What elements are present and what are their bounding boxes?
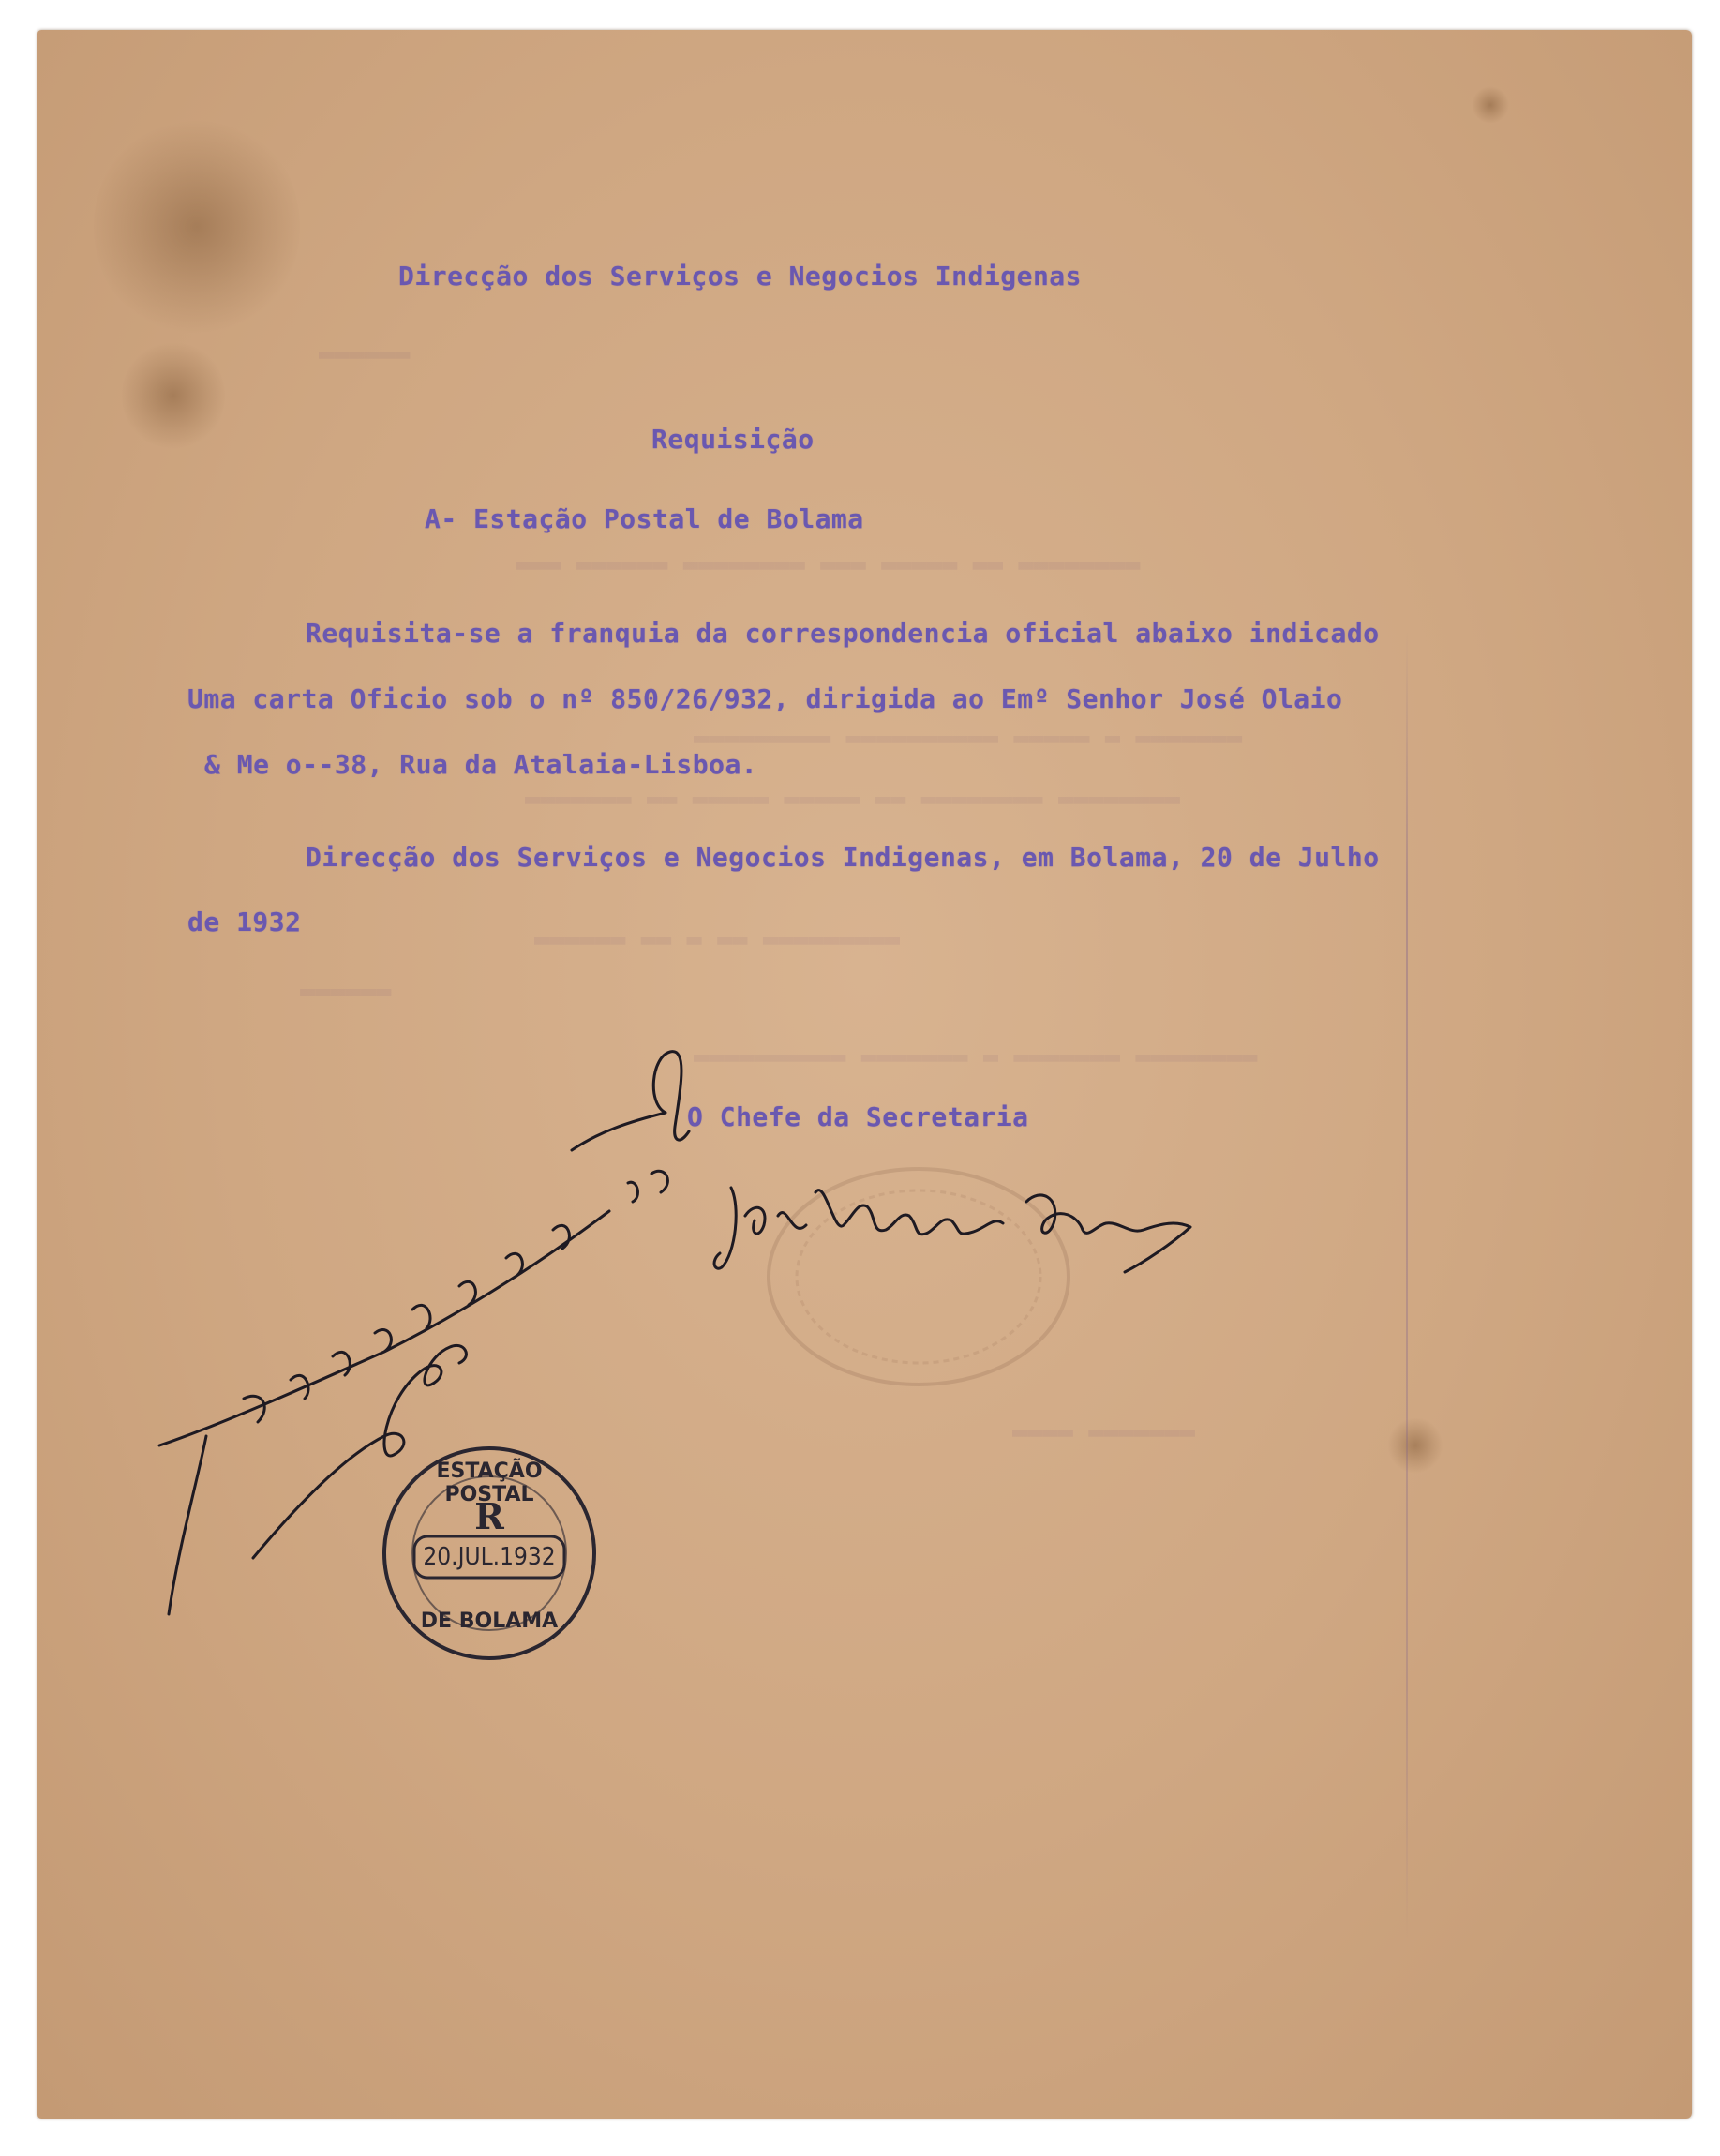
document-title: Requisição <box>651 424 815 455</box>
postmark-letter: R <box>474 1495 504 1537</box>
postmark-date: 20.JUL.1932 <box>423 1543 556 1571</box>
bleed-through-text: ▬▬▬▬▬▬▬▬▬▬ ▬▬▬▬▬▬▬ ▬ ▬▬▬▬▬▬▬ ▬▬▬▬▬▬▬▬ <box>694 1042 1258 1071</box>
closing-line: Direcção dos Serviços e Negocios Indigenas, em Bolama, 20 de Julho <box>306 842 1380 873</box>
postmark-top-text: ESTAÇÃO POSTAL <box>436 1460 543 1506</box>
postmark <box>377 1441 602 1666</box>
paper-fold-line <box>1406 630 1408 1942</box>
bleed-through-text: ▬▬▬▬ ▬▬▬▬▬▬▬ <box>1012 1417 1196 1446</box>
bleed-through-text: ▬▬▬▬▬▬▬▬▬ ▬▬▬▬▬▬▬▬▬▬ ▬▬▬▬▬ ▬ ▬▬▬▬▬▬▬ <box>694 724 1243 753</box>
bleed-through-text: ▬▬▬▬▬▬▬ ▬▬ ▬▬▬▬▬ ▬▬▬▬▬ ▬▬ ▬▬▬▬▬▬▬▬ ▬▬▬▬▬▬▬▬ <box>525 785 1180 814</box>
bleed-through-text: ▬▬▬▬▬▬ <box>300 977 392 1006</box>
document-sheet <box>37 30 1692 2119</box>
paper-stain <box>94 114 300 339</box>
header-office-name: Direcção dos Serviços e Negocios Indigenas <box>398 261 1083 292</box>
postmark-bottom-text: DE BOLAMA <box>420 1610 559 1633</box>
addressee: A- Estação Postal de Bolama <box>425 503 864 534</box>
paper-stain <box>122 339 225 452</box>
bleed-through-text: ▬▬▬ ▬▬▬▬▬▬ ▬▬▬▬▬▬▬▬ ▬▬▬ ▬▬▬▬▬ ▬▬ ▬▬▬▬▬▬▬▬ <box>516 550 1141 579</box>
paper-stain <box>1472 86 1509 124</box>
body-line: Uma carta Oficio sob o nº 850/26/932, dirigida ao Emº Senhor José Olaio <box>187 683 1343 714</box>
closing-line: de 1932 <box>187 906 302 937</box>
bleed-through-text: ▬▬▬▬▬▬ <box>319 339 411 368</box>
body-line: Requisita-se a franquia da correspondencia oficial abaixo indicado <box>306 618 1380 649</box>
bleed-through-text: ▬▬▬▬▬▬ ▬▬ ▬ ▬▬ ▬▬▬▬▬▬▬▬▬ <box>534 925 901 954</box>
handwritten-signature <box>703 1150 1228 1291</box>
signature-title: O Chefe da Secretaria <box>687 1101 1029 1132</box>
paper-stain <box>1387 1417 1443 1474</box>
handwritten-initial <box>562 1038 731 1169</box>
body-line: & Me o--38, Rua da Atalaia-Lisboa. <box>204 749 758 780</box>
